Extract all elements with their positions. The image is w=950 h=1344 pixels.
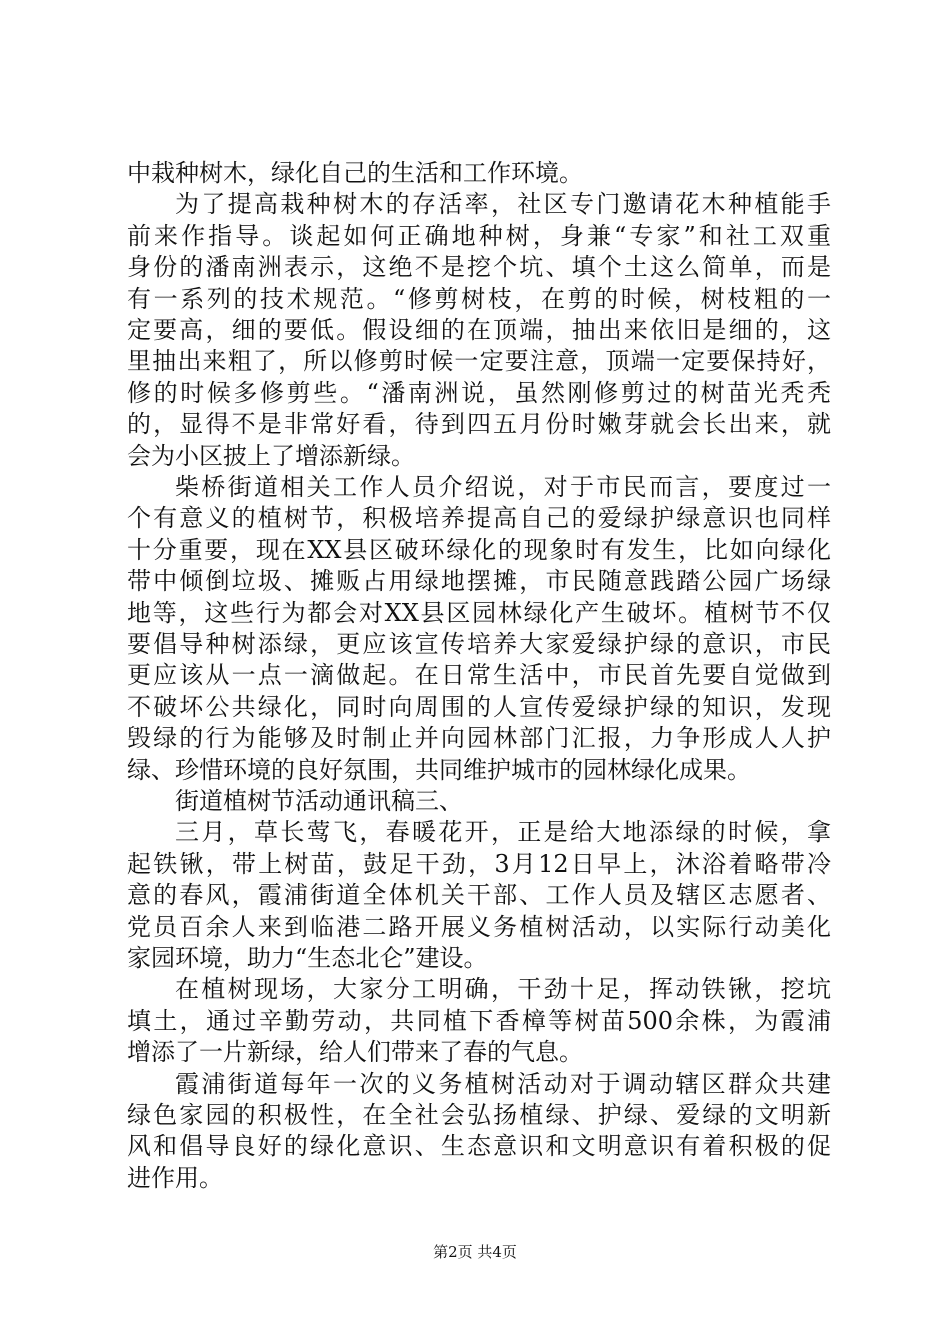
paragraph-first-line: 霞浦街道每年一次的义务植树活动对于调动辖区群众共建: [175, 1070, 831, 1098]
paragraph-first-line: 为了提高栽种树木的存活率，社区专门邀请花木种植能手: [175, 190, 831, 218]
text-line: 带中倾倒垃圾、摊贩占用绿地摆摊，市民随意践踏公园广场绿: [127, 567, 831, 595]
text-line: 意的春风，霞浦街道全体机关干部、工作人员及辖区志愿者、: [127, 881, 831, 909]
text-line: 定要高，细的要低。假设细的在顶端，抽出来依旧是细的，这: [127, 316, 831, 344]
text-line: 地等，这些行为都会对XX县区园林绿化产生破坏。植树节不仅: [127, 599, 831, 627]
text-line: 有一系列的技术规范。“修剪树枝，在剪的时候，树枝粗的一: [127, 285, 831, 313]
text-line: 起铁锹，带上树苗，鼓足干劲，3月12日早上，沐浴着略带冷: [127, 850, 831, 878]
text-line: 更应该从一点一滴做起。在日常生活中，市民首先要自觉做到: [127, 661, 831, 689]
text-line: 中栽种树木，绿化自己的生活和工作环境。: [127, 159, 583, 187]
text-line: 家园环境，助力“生态北仑”建设。: [127, 944, 488, 972]
text-line: 身份的潘南洲表示，这绝不是挖个坑、填个土这么简单，而是: [127, 253, 831, 281]
paragraph-first-line: 三月，草长莺飞，春暖花开，正是给大地添绿的时候，拿: [175, 818, 831, 846]
text-line: 绿、珍惜环境的良好氛围，共同维护城市的园林绿化成果。: [127, 756, 751, 784]
section-heading: 街道植树节活动通讯稿三、: [175, 787, 463, 815]
text-line: 增添了一片新绿，给人们带来了春的气息。: [127, 1038, 583, 1066]
text-line: 会为小区披上了增添新绿。: [127, 442, 415, 470]
text-line: 个有意义的植树节，积极培养提高自己的爱绿护绿意识也同样: [127, 504, 831, 532]
paragraph-first-line: 柴桥街道相关工作人员介绍说，对于市民而言，要度过一: [175, 473, 831, 501]
text-line: 进作用。: [127, 1164, 223, 1192]
text-line: 前来作指导。谈起如何正确地种树，身兼“专家”和社工双重: [127, 222, 831, 250]
text-line: 要倡导种树添绿，更应该宣传培养大家爱绿护绿的意识，市民: [127, 630, 831, 658]
text-line: 十分重要，现在XX县区破环绿化的现象时有发生，比如向绿化: [127, 536, 831, 564]
text-line: 毁绿的行为能够及时制止并向园林部门汇报，力争形成人人护: [127, 724, 831, 752]
text-line: 不破坏公共绿化，同时向周围的人宣传爱绿护绿的知识，发现: [127, 693, 831, 721]
paragraph-first-line: 在植树现场，大家分工明确，干劲十足，挥动铁锹，挖坑: [175, 975, 831, 1003]
text-line: 里抽出来粗了，所以修剪时候一定要注意，顶端一定要保持好，: [127, 347, 831, 375]
text-line: 填土，通过辛勤劳动，共同植下香樟等树苗500余株，为霞浦: [127, 1007, 831, 1035]
text-line: 绿色家园的积极性，在全社会弘扬植绿、护绿、爱绿的文明新: [127, 1101, 831, 1129]
page-number-footer: 第2页 共4页: [433, 1243, 517, 1261]
text-line: 的，显得不是非常好看，待到四五月份时嫩芽就会长出来，就: [127, 410, 831, 438]
text-line: 风和倡导良好的绿化意识、生态意识和文明意识有着积极的促: [127, 1132, 831, 1160]
text-line: 修的时候多修剪些。“潘南洲说，虽然刚修剪过的树苗光秃秃: [127, 379, 831, 407]
text-line: 党员百余人来到临港二路开展义务植树活动，以实际行动美化: [127, 913, 831, 941]
